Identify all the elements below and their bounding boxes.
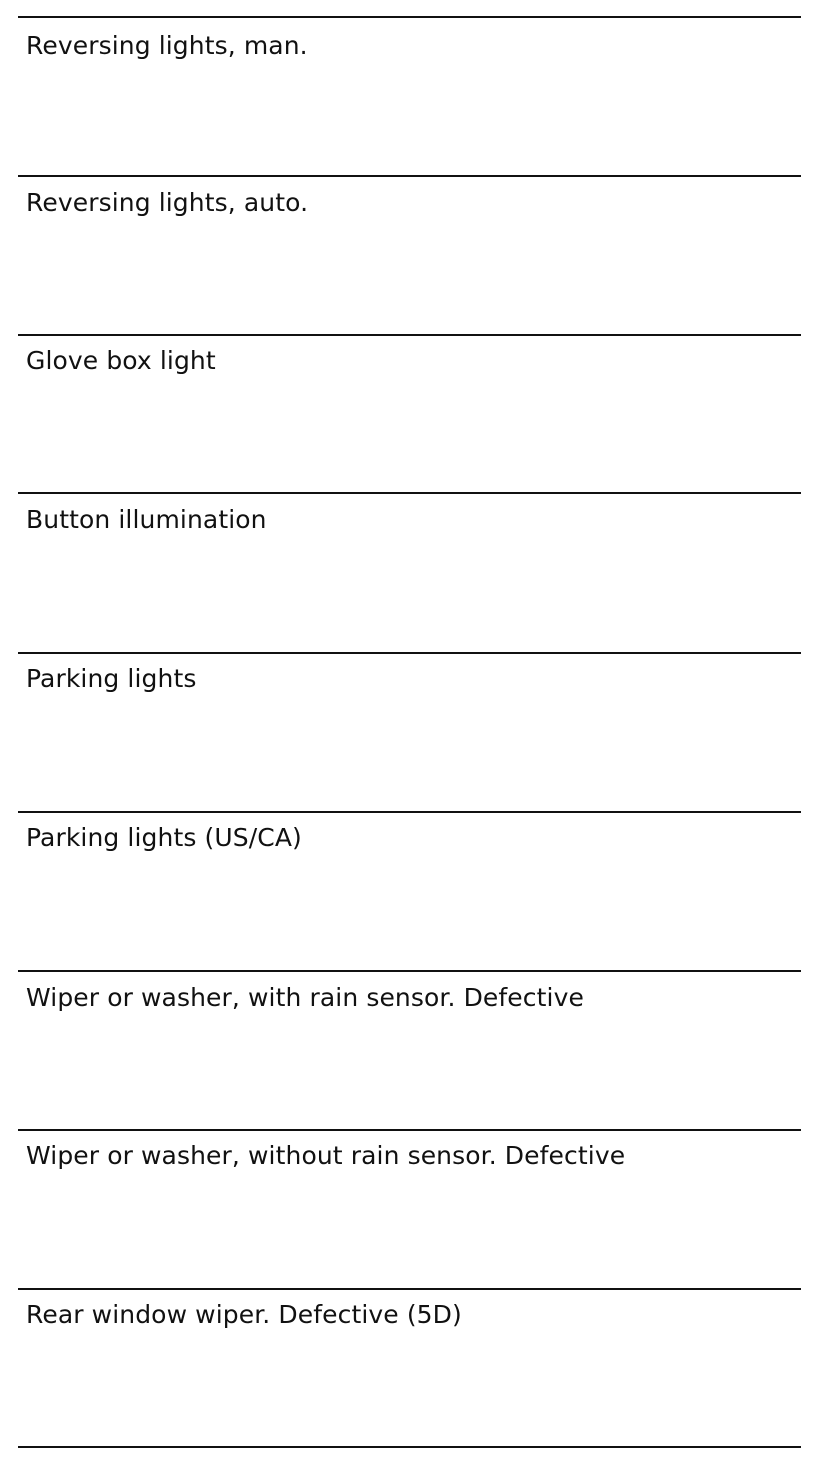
divider (18, 1288, 801, 1290)
divider (18, 175, 801, 177)
list-item: Rear window wiper. Defective (5D) (26, 1300, 462, 1329)
list-item: Glove box light (26, 346, 216, 375)
divider (18, 492, 801, 494)
divider (18, 1446, 801, 1448)
divider (18, 970, 801, 972)
divider (18, 334, 801, 336)
list-item: Reversing lights, auto. (26, 188, 309, 217)
list-item: Wiper or washer, with rain sensor. Defective (26, 983, 584, 1012)
list-item: Wiper or washer, without rain sensor. Defective (26, 1141, 626, 1170)
list-item: Reversing lights, man. (26, 31, 308, 60)
divider (18, 16, 801, 18)
list-item: Parking lights (26, 664, 197, 693)
list-item: Button illumination (26, 505, 267, 534)
divider (18, 811, 801, 813)
list-item: Parking lights (US/CA) (26, 823, 302, 852)
divider (18, 652, 801, 654)
divider (18, 1129, 801, 1131)
